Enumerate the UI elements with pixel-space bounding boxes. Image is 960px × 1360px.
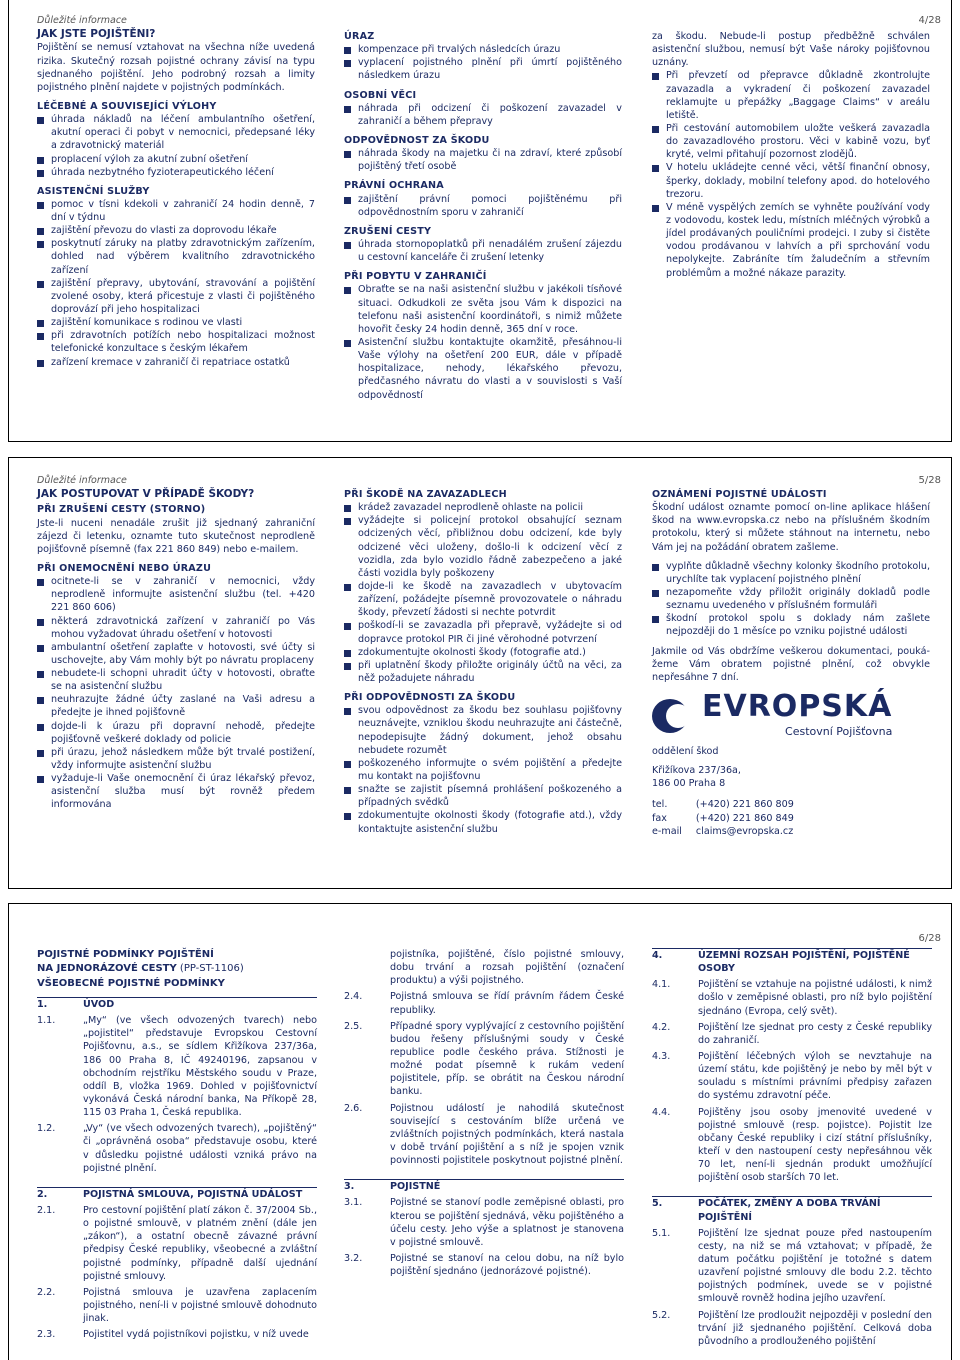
- illness-list: [37, 575, 315, 812]
- clause-row: [652, 1021, 932, 1047]
- items-4: [652, 978, 932, 1184]
- page-6: [8, 903, 952, 1360]
- section-number: 1.: [37, 999, 48, 1011]
- contact-value: claims@evropska.cz: [695, 825, 794, 837]
- heading-liability: PŘI ODPOVĚDNOSTI ZA ŠKODU: [344, 692, 516, 704]
- column-left: [37, 948, 317, 1341]
- heading-medical: LÉČEBNÉ A SOUVISEJÍCÍ VÝLOHY: [37, 100, 217, 112]
- clause-text: Pojištění lze prodloužit nejpozději v poslední den trvání již sjednaného pojištění. Celková doba původního a prodlouženého pojištění: [698, 1309, 932, 1347]
- list-item: nebudete-li schopni uhradit účty v hotovosti, obraťte se na asistenční službu: [37, 667, 315, 693]
- list-item: Při převzetí od přepravce důkladně zkontrolujte zavazadla a vykradení či poškození zavazadel reklamujte u přepážky „Baggage Claims“ v areálu letiště.: [652, 69, 930, 122]
- contact-table: [652, 798, 808, 837]
- heading-illness: PŘI ONEMOCNĚNÍ NEBO ÚRAZU: [37, 562, 212, 574]
- continued-item: [344, 948, 624, 987]
- list-item: vyžaduje-li Vaše onemocnění či úraz lékařský převoz, asistenční služba musí být rovněž předem informována: [37, 772, 315, 811]
- clause-row: [37, 1286, 317, 1325]
- section-label: Důležité informace: [37, 15, 127, 26]
- heading-assistance: ASISTENČNÍ SLUŽBY: [37, 185, 150, 197]
- list-item: dojde-li ke škodě na zavazadlech v ubytovacím zařízení, požádejte písemně provozovatele o náhradu škody, převzetí žádosti si nechte potvrdit: [344, 580, 622, 619]
- luggage-list: [344, 501, 622, 685]
- list-item: zajištění přepravy, ubytování, stravování a pojištění zvolené osoby, která přicestuje z vlasti či pojištěného doprovází při jeho hospitalizaci: [37, 277, 315, 316]
- clause-text: „My“ (ve všech odvozených tvarech) nebo „pojistitel“ představuje Evropskou Cestovní Pojišťovnu, a.s., se sídlem Křižíkova 237/36a, 186 00 Praha 8, IČ 49240196, zapsanou v obchodním rejstříku Městského soudu v Praze, oddíl B, vložka 1969. Dohled v pojišťovnictví vykonává Česká národní banka, Na Příkopě 28, 115 03 Praha 1, Česká republika.: [83, 1015, 317, 1119]
- column-right: [652, 948, 932, 1348]
- section-4-header: [652, 948, 932, 975]
- list-item: zajištění komunikace s rodinou ve vlasti: [37, 316, 315, 329]
- list-item: proplacení výloh za akutní zubní ošetření: [37, 153, 315, 166]
- list-item: náhrada při odcizení či poškození zavazadel v zahraničí a během přepravy: [344, 102, 622, 128]
- heading-luggage: PŘI ŠKODĚ NA ZAVAZADLECH: [344, 489, 507, 500]
- heading-abroad: PŘI POBYTU V ZAHRANIČÍ: [344, 271, 487, 283]
- logo-subtitle: Cestovní Pojišťovna: [785, 724, 893, 738]
- clause-row: [344, 1252, 624, 1278]
- clause-number: 2.2.: [37, 1286, 56, 1298]
- items-1: [37, 1014, 317, 1175]
- heading-claim-report: OZNÁMENÍ POJISTNÉ UDÁLOSTI: [652, 489, 827, 500]
- contact-key: e-mail: [652, 825, 682, 837]
- section-title: POJISTNÁ SMLOUVA, POJISTNÁ UDÁLOST: [83, 1188, 303, 1200]
- claim-payout-text: Jakmile od Vás obdržíme veškerou dokumentaci, pouká-žeme Vám obratem pojistné plnění, což obvykle nepřesáhne 7 dní.: [652, 645, 930, 683]
- list-item: zařízení kremace v zahraničí či repatriace ostatků: [37, 356, 315, 369]
- logo-mark-icon: [652, 699, 696, 733]
- contact-row: [652, 825, 808, 838]
- list-item: Asistenční službu kontaktujte okamžitě, přesáhnou-li Vaše výlohy na ošetření 200 EUR, dále v případě hospitalizace, nehody, lékařského převozu, předčasného návratu do vlasti a v souvislosti s Vaší odpovědností: [344, 336, 622, 402]
- heading-storno: PŘI ZRUŠENÍ CESTY (STORNO): [37, 504, 206, 516]
- general-conditions-title: VŠEOBECNÉ POJISTNÉ PODMÍNKY: [37, 978, 225, 990]
- items-2: [37, 1204, 317, 1341]
- column-right: [652, 488, 930, 838]
- list-item: vyplacení pojistného plnění při úmrtí pojištěného následkem úrazu: [344, 56, 622, 82]
- clause-text: Pojištěny jsou osoby jmenovité uvedené v pojistné smlouvě (resp. pojistce). Pojistit lze občany České republiky i cizí státní příslušníky, kteří v den nastoupení cesty nepřesáhnou věk 70 let, není-li sjednán produkt umožňující pojištění osob starších 70 let.: [698, 1106, 932, 1184]
- clause-number: 2.5.: [344, 1020, 363, 1032]
- items-2-cont: [344, 990, 624, 1167]
- clause-row: [652, 1309, 932, 1348]
- contact-row: [652, 812, 808, 825]
- clause-number: 4.1.: [652, 979, 671, 991]
- clause-row: [652, 1227, 932, 1306]
- abroad-list: [344, 283, 622, 401]
- list-item: Při cestování automobilem uložte veškerá zavazadla do zavazadlového prostoru. Věci v kabině vozu, byť kryté, velmi přitahují pozornost zlodějů.: [652, 122, 930, 161]
- doc-code: (PP-ST-1106): [176, 962, 244, 974]
- clause-row: [37, 1328, 317, 1341]
- clause-number: 2.1.: [37, 1205, 56, 1217]
- clause-text: Případné spory vyplývající z cestovního pojištění budou řešeny příslušnými soudy v České republice podle českého práva. Stížnosti je možné podat písemně k rukám vedení pojistitele, příp. se obrátit na Českou národní banku.: [390, 1020, 624, 1098]
- clause-text: Pojištění léčebných výloh se nevztahuje na území státu, kde pojištěný je nebo by měl být v souladu s místními právními předpisy zařazen do systému zdravotní péče.: [698, 1050, 932, 1102]
- address-line: Křižíkova 237/36a,: [652, 765, 741, 777]
- section-number: 5.: [652, 1198, 663, 1210]
- clause-row: [37, 1122, 317, 1175]
- list-item: nezapomeňte vždy přiložit originály dokladů podle seznamu uvedeného v příslušném formuláři: [652, 586, 930, 612]
- intro-text: Pojištění se nemusí vztahovat na všechna níže uvedená rizika. Skutečný rozsah pojistné ochrany závisí na typu sjednaného pojištění. Jeho podrobný rozsah a limity pojistného plnění najdete v pojistných podmínkách.: [37, 42, 315, 93]
- clause-text: Pojistnou událostí je nahodilá skutečnost související s cestováním blíže určená ve zvláštních pojistných podmínkách, která nastala v době trvání pojištění a s níž je spojen vznik povinnosti pojistitele poskytnout pojistné plnění.: [390, 1102, 624, 1167]
- clause-row: [344, 990, 624, 1016]
- list-item: náhrada škody na majetku či na zdraví, které způsobí pojištěný třetí osobě: [344, 147, 622, 173]
- clause-text: „Vy“ (ve všech odvozených tvarech), „pojištěný“ či „oprávněná osoba“ představuje osobu, které v důsledku pojistné události vzniká právo na pojistné plnění.: [83, 1123, 317, 1174]
- section-2-header: [37, 1187, 317, 1201]
- clause-number: 4.3.: [652, 1050, 671, 1062]
- section-number: 2.: [37, 1188, 48, 1200]
- list-item: poškozeného informujte o svém pojištění a předejte mu kontakt na pojišťovnu: [344, 757, 622, 783]
- items-5: [652, 1227, 932, 1348]
- contact-key: tel.: [652, 799, 668, 811]
- heading-legal: PRÁVNÍ OCHRANA: [344, 180, 444, 192]
- clause-number: 2.6.: [344, 1102, 363, 1114]
- list-item: dojde-li k úrazu při dopravní nehodě, předejte pojišťovně veškeré doklady od policie: [37, 720, 315, 746]
- column-middle: [344, 30, 622, 402]
- list-item: úhrada nákladů na léčení ambulantního ošetření, akutní operaci či pobyt v nemocnici, předepsané léky a zdravotnický materiál: [37, 113, 315, 152]
- injury-list: [344, 43, 622, 82]
- clause-row: [344, 1196, 624, 1249]
- clause-text: Pojištění se vztahuje na pojistné události, k nimž došlo v zeměpisné oblasti, pro níž bylo pojištění sjednáno (Evropa, celý svět).: [698, 979, 932, 1017]
- list-item: kompenzace při trvalých následcích úrazu: [344, 43, 622, 56]
- list-item: škodní protokol spolu s doklady nám zašlete nejpozději do 1 měsíce po vzniku pojistné události: [652, 612, 930, 638]
- list-item: poškodí-li se zavazadla při přepravě, vyžádejte si od dopravce protokol PIR či jiné věrohodné potvrzení: [344, 619, 622, 645]
- list-item: úhrada stornopoplatků při nenadálém zrušení zájezdu u cestovní kanceláře či zrušení letenky: [344, 238, 622, 264]
- claim-report-text: Škodní událost oznamte pomocí on-line aplikace hlášení škod na www.evropska.cz nebo na příslušném škodním protokolu, který si můžete stáhnout na internetu, nebo Vám jej na požádání obratem zašleme.: [652, 502, 930, 553]
- clause-row: [344, 1020, 624, 1099]
- section-1-header: [37, 997, 317, 1011]
- list-item: vyžádejte si policejní protokol obsahující seznam odcizených věcí, přibližnou dobu odcizení, kde byly odcizené věci uloženy, došlo-li k odcizení věcí z vozidla, zda bylo vozidlo řádně zabezpečeno a jaké části vozidla byly poškozeny: [344, 514, 622, 580]
- list-item: některá zdravotnická zařízení v zahraničí po Vás mohou vyžadovat úhradu ošetření v hotovosti: [37, 615, 315, 641]
- page-number: 5/28: [918, 475, 941, 486]
- clause-text: Pojistná smlouva se řídí právním řádem České republiky.: [390, 991, 624, 1016]
- medical-list: [37, 113, 315, 179]
- continued-text: pojistníka, pojištěné, číslo pojistné smlouvy, dobu trvání a rozsah pojištění (označení produktu) a výši pojistného.: [390, 949, 624, 987]
- clause-number: 4.2.: [652, 1021, 671, 1033]
- column-left: [37, 14, 315, 369]
- section-3-header: [344, 1179, 624, 1193]
- list-item: poskytnutí záruky na platby zdravotnickým zařízením, dohled nad výběrem kvalitního zdravotnického zařízení: [37, 237, 315, 276]
- items-3: [344, 1196, 624, 1278]
- assistance-list: [37, 198, 315, 369]
- list-item: snažte se zajistit písemná prohlášení poškozeného a případných svědků: [344, 783, 622, 809]
- clause-text: Pojistné se stanoví na celou dobu, na níž bylo pojištění sjednáno (jednorázové pojistné).: [390, 1252, 624, 1278]
- list-item: ambulantní ošetření zaplaťte v hotovosti, své účty si uschovejte, aby Vám mohly být po návratu proplaceny: [37, 641, 315, 667]
- clause-number: 2.3.: [37, 1329, 56, 1341]
- column-middle: [344, 488, 622, 836]
- clause-row: [37, 1204, 317, 1283]
- clause-number: 3.1.: [344, 1197, 363, 1209]
- logo-wordmark: EVROPSKÁ: [702, 688, 893, 724]
- clause-text: Pojistná smlouva je uzavřena zaplacením pojistného, není-li v pojistné smlouvě dohodnuto jinak.: [83, 1286, 317, 1325]
- page-number: 6/28: [918, 933, 941, 944]
- list-item: Obraťte se na naši asistenční službu v jakékoli tísňové situaci. Odkudkoli ze světa jsou Vám k dispozici na telefonu naši asistenční koordinátoři, s nimiž můžete hovořit česky 24 hodin denně, 365 dní v roce.: [344, 283, 622, 336]
- address-line: 186 00 Praha 8: [652, 778, 726, 790]
- list-item: V hotelu ukládejte cenné věci, větší finanční obnosy, šperky, doklady, mobilní telefony apod. do hotelového trezoru.: [652, 161, 930, 200]
- list-item: zajištění převozu do vlasti za doprovodu lékaře: [37, 224, 315, 237]
- clause-text: Pro cestovní pojištění platí zákon č. 37/2004 Sb., o pojistné smlouvě, v platném znění (dále jen „zákon“), a ostatní obecně závazné právní předpisy České republiky, všeobecné a zvláštní pojistné podmínky, případně další ujednání pojistné smlouvy.: [83, 1205, 317, 1282]
- contact-value: (+420) 221 860 809: [695, 799, 794, 811]
- contact-row: [652, 798, 808, 811]
- clause-row: [37, 1014, 317, 1119]
- heading-cancellation: ZRUŠENÍ CESTY: [344, 225, 432, 237]
- clause-text: Pojistitel vydá pojistníkovi pojistku, v níž uvede: [83, 1329, 309, 1341]
- clause-number: 3.2.: [344, 1252, 363, 1264]
- tips-list: [652, 69, 930, 279]
- list-item: krádež zavazadel neprodleně ohlaste na policii: [344, 501, 622, 514]
- clause-row: [652, 1106, 932, 1185]
- list-item: úhrada nezbytného fyzioterapeutického léčení: [37, 166, 315, 179]
- list-item: pomoc v tísni kdekoli v zahraničí 24 hodin denně, 7 dní v týdnu: [37, 198, 315, 224]
- page-5: [8, 457, 952, 889]
- page-title: JAK JSTE POJIŠTĚNI?: [37, 28, 156, 40]
- legal-list: [344, 193, 622, 219]
- continued-text: za škodu. Nebude-li postup předběžně schválen asistenční službou, nemusí být Vaše nároky pojišťovnou uznány.: [652, 31, 930, 69]
- clause-text: Pojištění lze sjednat pouze před nastoupením cesty, na niž se má vztahovat; v případě, že datum počátku pojištění je totožné s datem uzavření pojistné smlouvy dle bodu 2.2. těchto pojistných podmínek, uvede se v pojistné smlouvě rovněž hodina jejího uzavření.: [698, 1227, 932, 1305]
- list-item: při uplatnění škody přiložte originály účtů na věci, za něž požadujete náhradu: [344, 659, 622, 685]
- address-block: [652, 745, 930, 790]
- list-item: při úrazu, jehož následkem může být trvalé postižení, vždy informujte asistenční službu: [37, 746, 315, 772]
- clause-row: [344, 1102, 624, 1168]
- column-middle: [344, 948, 624, 1278]
- list-item: zdokumentujte okolnosti škody (fotografie atd.): [344, 646, 622, 659]
- clause-number: 2.4.: [344, 991, 363, 1003]
- column-right: [652, 30, 930, 280]
- liability-list: [344, 147, 622, 173]
- section-label: Důležité informace: [37, 475, 127, 486]
- contact-value: (+420) 221 860 849: [695, 812, 794, 824]
- evropska-logo: [652, 688, 930, 739]
- section-number: 3.: [344, 1181, 355, 1193]
- clause-number: 1.1.: [37, 1015, 56, 1027]
- clause-row: [652, 1050, 932, 1103]
- clause-text: Pojistné se stanoví podle zeměpisné oblasti, pro kterou se pojištění sjednává, věku pojištěného a účelu cesty. Jeho výše a splatnost je stanovena v pojistné smlouvě.: [390, 1197, 624, 1248]
- liability-list: [344, 704, 622, 835]
- column-left: [37, 474, 315, 812]
- page-title: JAK POSTUPOVAT V PŘÍPADĚ ŠKODY?: [37, 488, 255, 500]
- heading-injury: ÚRAZ: [344, 31, 375, 42]
- section-title: POČÁTEK, ZMĚNY A DOBA TRVÁNÍ POJIŠTĚNÍ: [698, 1198, 881, 1223]
- doc-subtitle: NA JEDNORÁZOVÉ CESTY: [37, 962, 177, 974]
- list-item: V méně vyspělých zemích se vyhněte používání vody z vodovodu, kostek ledu, místních mléčných výrobků a jídel prodávaných pouličními prodejci. I zuby si čistěte vodou prodávanou v lahvích a při sprchování vodu nepolykejte. Zabráníte tím žaludečním a střevním problémům a možné nákaze parazity.: [652, 201, 930, 280]
- contact-key: fax: [652, 812, 667, 824]
- clause-number: 1.2.: [37, 1123, 56, 1135]
- page-number: 4/28: [918, 15, 941, 26]
- section-5-header: [652, 1196, 932, 1223]
- claim-report-list: [652, 560, 930, 639]
- page-4: [8, 0, 952, 442]
- heading-liability: ODPOVĚDNOST ZA ŠKODU: [344, 134, 490, 146]
- heading-personal-items: OSOBNÍ VĚCI: [344, 89, 417, 101]
- list-item: ocitnete-li se v zahraničí v nemocnici, vždy neprodleně informujte asistenční službu (tel. +420 221 860 606): [37, 575, 315, 614]
- section-title: POJISTNÉ: [390, 1181, 441, 1193]
- list-item: vyplňte důkladně všechny kolonky škodního protokolu, urychlíte tak vyplacení pojistného plnění: [652, 560, 930, 586]
- section-number: 4.: [652, 950, 663, 961]
- list-item: neuhrazujte žádné účty zaslané na Vaši adresu a předejte je ihned pojišťovně: [37, 693, 315, 719]
- section-title: ÚZEMNÍ ROZSAH POJIŠTĚNÍ, POJIŠTĚNÉ OSOBY: [698, 950, 910, 975]
- list-item: zajištění právní pomoci pojištěnému při odpovědnostním sporu v zahraničí: [344, 193, 622, 219]
- clause-text: Pojištění lze sjednat pro cesty z České republiky do zahraničí.: [698, 1021, 932, 1046]
- doc-title: POJISTNÉ PODMÍNKY POJIŠTĚNÍ: [37, 949, 214, 960]
- storno-text: Jste-li nuceni nenadále zrušit již sjednaný zahraniční zájezd či letenku, oznamte tuto skutečnost neprodleně pojišťovně písemně (fax 221 860 849) nebo e-mailem.: [37, 517, 315, 555]
- clause-number: 5.1.: [652, 1227, 671, 1239]
- clause-number: 5.2.: [652, 1309, 671, 1321]
- clause-number: 4.4.: [652, 1106, 671, 1118]
- personal-items-list: [344, 102, 622, 128]
- list-item: svou odpovědnost za škodu bez souhlasu pojišťovny neuznávejte, vzniklou škodu neuhrazujte ani částečně, nepodepisujte žádný dokument, jehož obsahu nebudete rozumět: [344, 704, 622, 757]
- clause-row: [652, 978, 932, 1017]
- address-line: oddělení škod: [652, 746, 719, 758]
- list-item: zdokumentujte okolnosti škody (fotografie atd.), vždy kontaktujte asistenční službu: [344, 809, 622, 835]
- cancellation-list: [344, 238, 622, 264]
- section-title: ÚVOD: [83, 999, 115, 1011]
- list-item: při zdravotních potížích nebo hospitalizaci možnost telefonické konzultace s českým lékařem: [37, 329, 315, 355]
